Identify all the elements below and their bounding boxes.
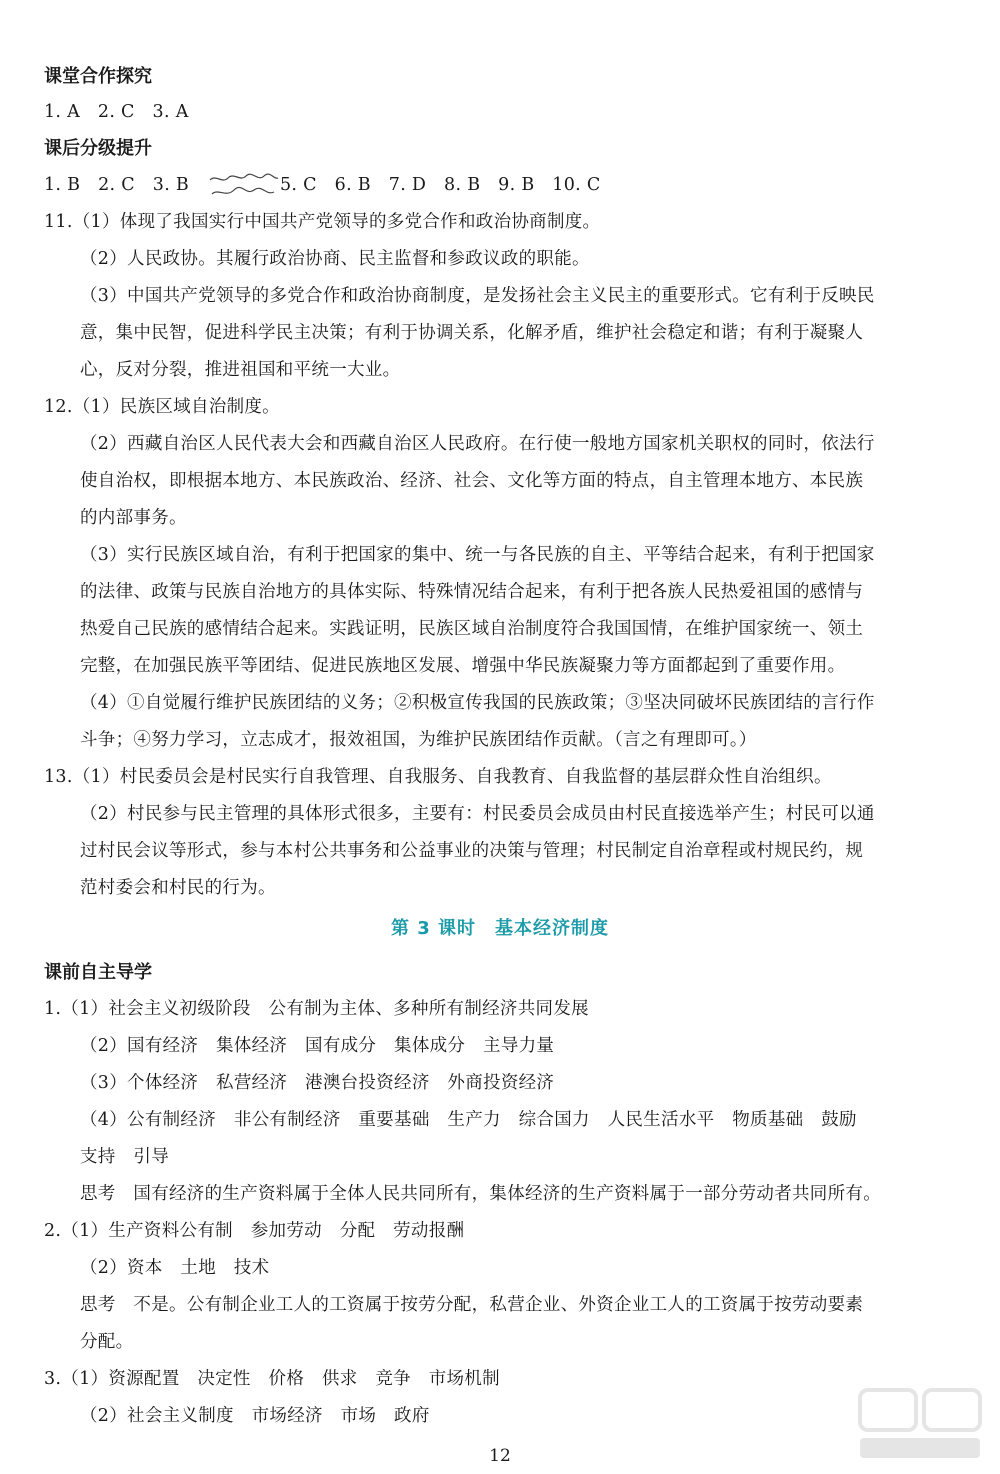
section-heading-preview: 课前自主导学 — [44, 962, 152, 983]
handwriting-scribble-icon — [208, 170, 280, 202]
answer-line: （2）村民参与民主管理的具体形式很多，主要有：村民委员会成员由村民直接选举产生；村民可以通 — [80, 804, 875, 824]
answer-line: 范村委会和村民的行为。 — [80, 878, 276, 898]
answer-line: 完整，在加强民族平等团结、促进民族地区发展、增强中华民族凝聚力等方面都起到了重要作用。 — [80, 656, 846, 676]
answer-line: （2）社会主义制度 市场经济 市场 政府 — [80, 1406, 430, 1426]
think-line: 思考 国有经济的生产资料属于全体人民共同所有，集体经济的生产资料属于一部分劳动者共同所有。 — [80, 1184, 881, 1204]
answer-line: 1. B 2. C 3. B — [44, 175, 190, 195]
lesson-title: 第 3 课时 基本经济制度 — [390, 918, 610, 939]
answer-line: 支持 引导 — [80, 1147, 169, 1167]
answer-line: 斗争；④努力学习，立志成才，报效祖国，为维护民族团结作贡献。（言之有理即可。） — [80, 730, 757, 750]
answer-line: （2）国有经济 集体经济 国有成分 集体成分 主导力量 — [80, 1036, 555, 1056]
answer-line: 意，集中民智，促进科学民主决策；有利于协调关系，化解矛盾，维护社会稳定和谐；有利于凝聚人 — [80, 323, 864, 343]
section-heading-classroom: 课堂合作探究 — [44, 66, 152, 87]
answer-line: 使自治权，即根据本地方、本民族政治、经济、社会、文化等方面的特点，自主管理本地方、本民族 — [80, 471, 864, 491]
answer-line: 13.（1）村民委员会是村民实行自我管理、自我服务、自我教育、自我监督的基层群众性自治组织。 — [44, 767, 832, 787]
answer-line: （2）资本 土地 技术 — [80, 1258, 270, 1278]
answer-line: （2）西藏自治区人民代表大会和西藏自治区人民政府。在行使一般地方国家机关职权的同时，依法行 — [80, 434, 875, 454]
answer-line: 分配。 — [80, 1332, 134, 1352]
answer-line: 1.（1）社会主义初级阶段 公有制为主体、多种所有制经济共同发展 — [44, 999, 589, 1019]
section-heading-after-class: 课后分级提升 — [44, 138, 152, 159]
think-line: 思考 不是。公有制企业工人的工资属于按劳分配，私营企业、外资企业工人的工资属于按劳动要素 — [80, 1295, 864, 1315]
answer-line: 11.（1）体现了我国实行中国共产党领导的多党合作和政治协商制度。 — [44, 212, 601, 232]
answer-line: （3）中国共产党领导的多党合作和政治协商制度，是发扬社会主义民主的重要形式。它有利于反映民 — [80, 286, 875, 306]
answer-line: （3）个体经济 私营经济 港澳台投资经济 外商投资经济 — [80, 1073, 555, 1093]
answer-line: 3.（1）资源配置 决定性 价格 供求 竞争 市场机制 — [44, 1369, 500, 1389]
answer-line: （4）公有制经济 非公有制经济 重要基础 生产力 综合国力 人民生活水平 物质基础 鼓励 — [80, 1110, 857, 1130]
answer-line: 过村民会议等形式，参与本村公共事务和公益事业的决策与管理；村民制定自治章程或村规民约，规 — [80, 841, 864, 861]
answer-line: 的内部事务。 — [80, 508, 187, 528]
answer-line: 的法律、政策与民族自治地方的具体实际、特殊情况结合起来，有利于把各族人民热爱祖国的感情与 — [80, 582, 864, 602]
answer-line: 12.（1）民族区域自治制度。 — [44, 397, 280, 417]
answer-line: 2.（1）生产资料公有制 参加劳动 分配 劳动报酬 — [44, 1221, 465, 1241]
answer-line: （2）人民政协。其履行政治协商、民主监督和参政议政的职能。 — [80, 249, 590, 269]
answer-line: 5. C 6. B 7. D 8. B 9. B 10. C — [280, 175, 601, 195]
answer-line: 心，反对分裂，推进祖国和平统一大业。 — [80, 360, 401, 380]
answer-line: 1. A 2. C 3. A — [44, 102, 189, 122]
page-number: 12 — [489, 1446, 511, 1466]
answer-line: （3）实行民族区域自治，有利于把国家的集中、统一与各民族的自主、平等结合起来，有利于把国家 — [80, 545, 875, 565]
answer-line: （4）①自觉履行维护民族团结的义务；②积极宣传我国的民族政策；③坚决同破坏民族团结的言行作 — [80, 693, 875, 713]
answer-line: 热爱自己民族的感情结合起来。实践证明，民族区域自治制度符合我国国情，在维护国家统一、领土 — [80, 619, 864, 639]
